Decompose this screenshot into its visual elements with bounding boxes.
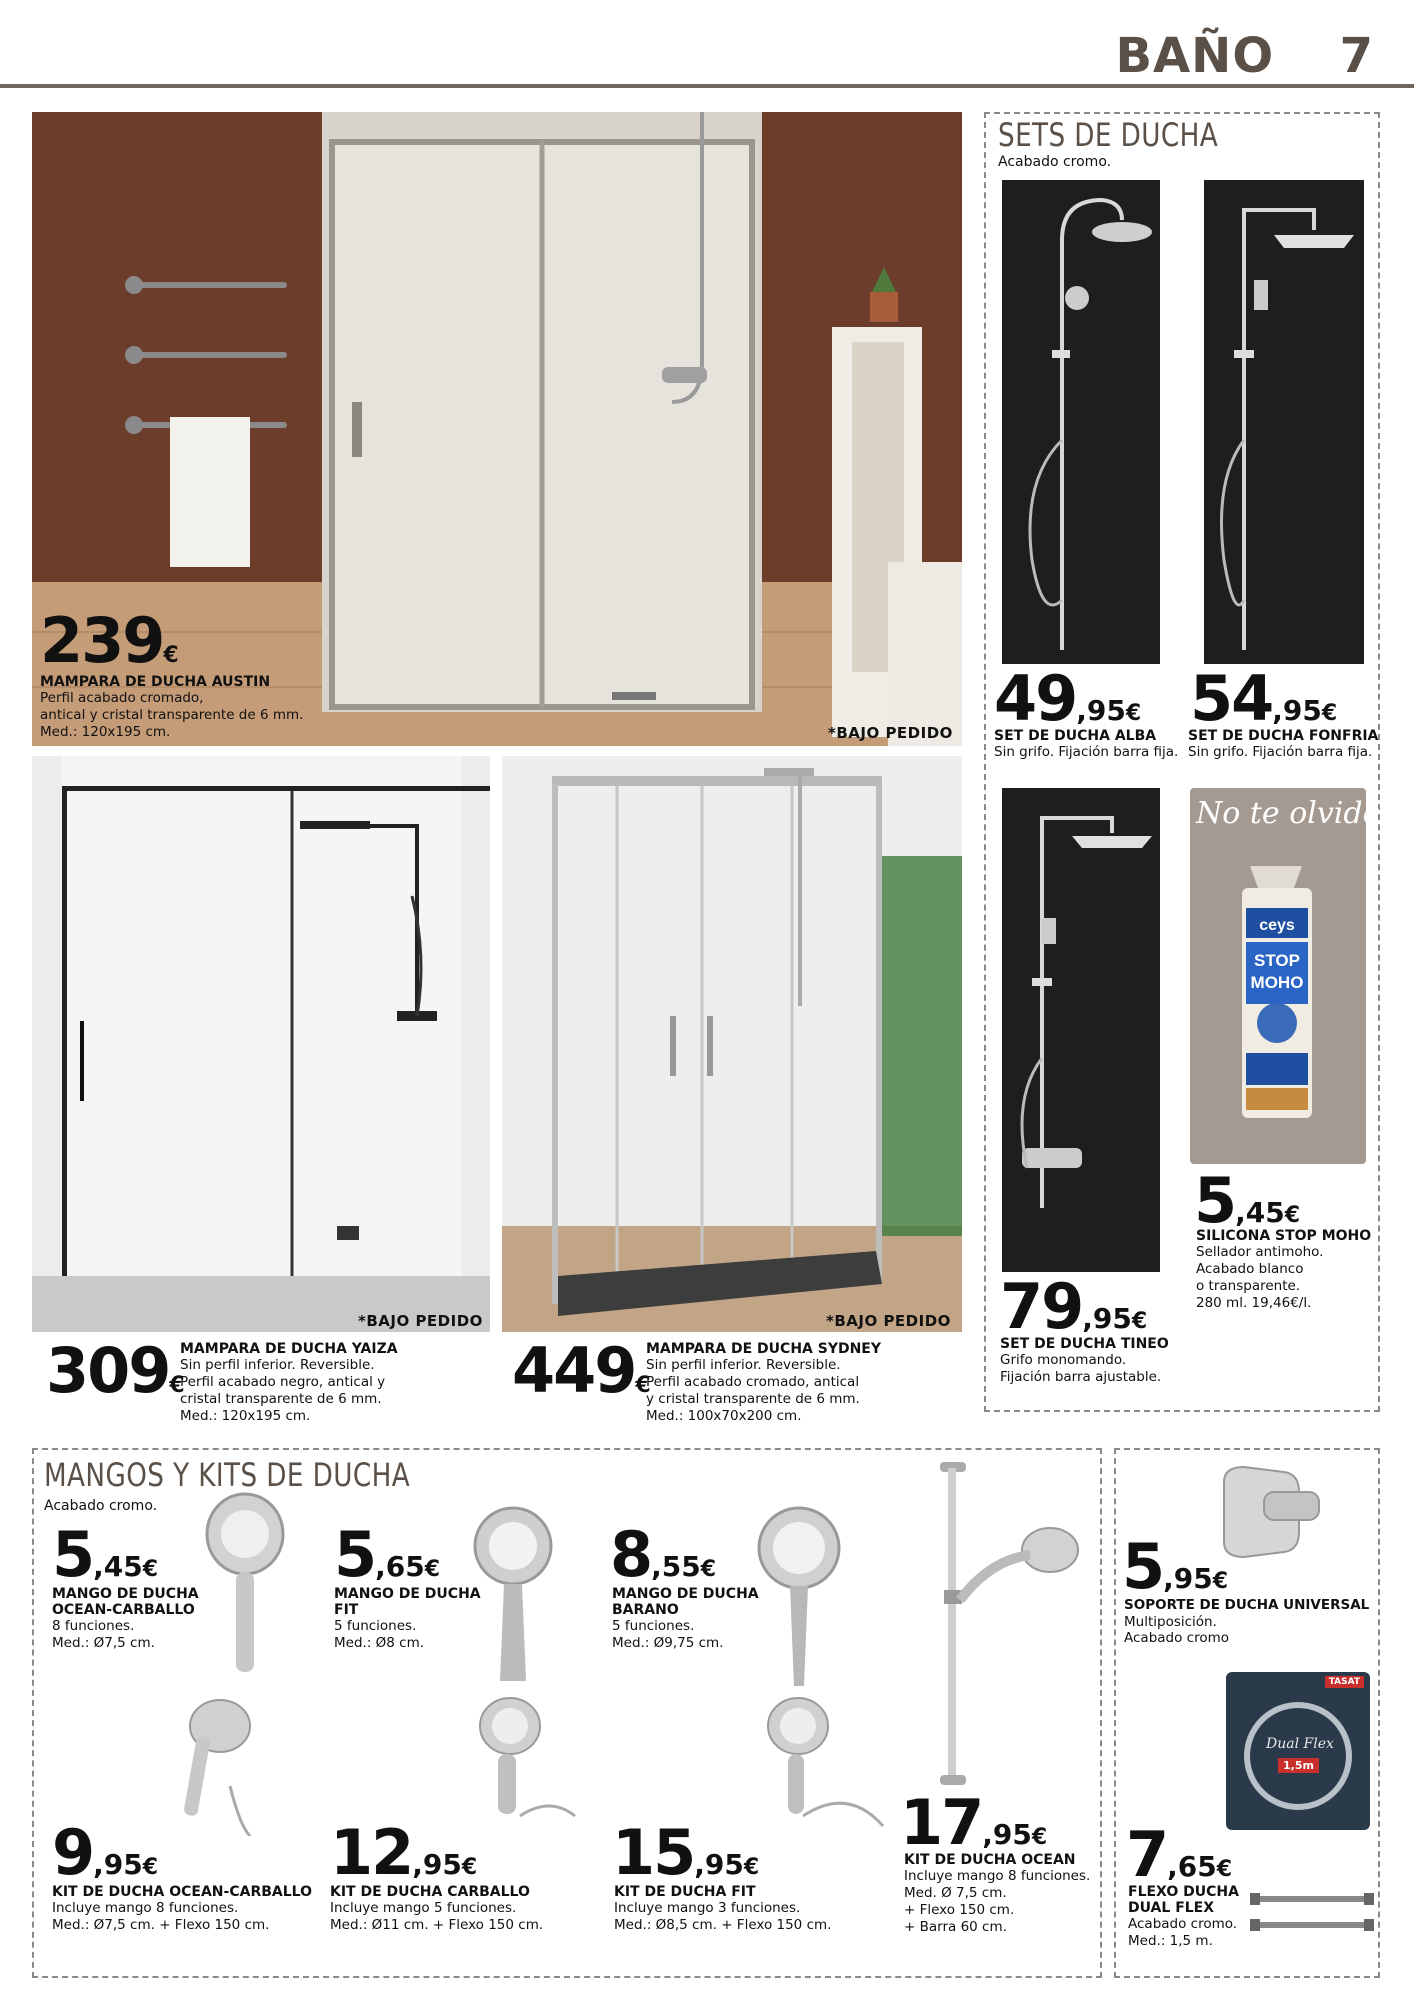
sydney-photo <box>502 756 962 1332</box>
kit-fit-price <box>612 1816 760 1889</box>
desc-line: o transparente. <box>1196 1277 1301 1294</box>
price-currency: € <box>1321 701 1338 726</box>
yaiza-price <box>46 1334 185 1407</box>
name-line: MANGO DE DUCHA <box>612 1586 759 1602</box>
sets-subtitle: Acabado cromo. <box>998 154 1112 170</box>
desc-line: Incluye mango 8 funciones. <box>904 1868 1091 1885</box>
price-decimals: ,95 <box>93 1848 143 1881</box>
silicona-name: SILICONA STOP MOHO <box>1196 1228 1372 1244</box>
name-line: KIT DE DUCHA CARBALLO <box>330 1884 530 1900</box>
desc-line: Perfil acabado negro, antical y <box>180 1373 386 1390</box>
yaiza-bajo-pedido: *BAJO PEDIDO <box>358 1312 483 1330</box>
price-currency: € <box>163 643 179 668</box>
tineo-text <box>1000 1336 1169 1386</box>
price-integer: 17 <box>900 1786 983 1859</box>
name-line: KIT DE DUCHA FIT <box>614 1884 756 1900</box>
desc-line: Sin perfil inferior. Reversible. <box>180 1357 375 1374</box>
sydney-desc <box>646 1357 881 1425</box>
desc-line: Med.: Ø8,5 cm. + Flexo 150 cm. <box>614 1916 832 1933</box>
alba-photo <box>1002 180 1160 664</box>
austin-name: MAMPARA DE DUCHA AUSTIN <box>40 674 271 690</box>
desc-line: Incluye mango 8 funciones. <box>52 1900 239 1917</box>
silicona-price <box>1194 1164 1301 1237</box>
desc-line: Multiposición. <box>1124 1613 1217 1630</box>
price-decimals: ,55 <box>651 1550 701 1583</box>
price-currency: € <box>1284 1203 1301 1228</box>
name-line: DUAL FLEX <box>1128 1900 1215 1917</box>
kit-fit-text <box>614 1884 831 1934</box>
section-title: BAÑO <box>1115 28 1275 84</box>
header-divider <box>0 84 1414 88</box>
mango-barano-image <box>754 1506 844 1692</box>
price-decimals: ,95 <box>1076 694 1126 727</box>
mango-fit-price <box>334 1518 441 1591</box>
price-integer: 5 <box>1122 1530 1164 1603</box>
desc-line: Acabado cromo <box>1124 1630 1230 1647</box>
mangos-subtitle: Acabado cromo. <box>44 1498 158 1514</box>
page-number: 7 <box>1339 28 1374 84</box>
desc-line: cristal transparente de 6 mm. <box>180 1390 382 1407</box>
fonfria-shower-set-image <box>1204 180 1364 664</box>
austin-price <box>40 604 303 677</box>
price-currency: € <box>743 1855 760 1880</box>
pack-label: Dual Flex <box>1266 1736 1334 1752</box>
desc-line: Acabado blanco <box>1196 1260 1304 1277</box>
price-integer: 12 <box>330 1816 413 1889</box>
silicone-tube-image <box>1190 848 1366 1148</box>
tube-brand-text: ceys <box>1259 917 1295 934</box>
flexo-hose-image <box>1250 1886 1374 1936</box>
desc-line: Med. Ø 7,5 cm. <box>904 1884 1007 1901</box>
no-olvides-panel <box>1190 788 1396 1164</box>
price-decimals: ,95 <box>982 1818 1032 1851</box>
desc-line: Med.: Ø11 cm. + Flexo 150 cm. <box>330 1916 544 1933</box>
price-currency: € <box>700 1557 717 1582</box>
sydney-price <box>512 1334 651 1407</box>
desc-line: Sin perfil inferior. Reversible. <box>646 1357 841 1374</box>
pack-brand: TASAT <box>1325 1676 1364 1688</box>
price-integer: 449 <box>512 1334 636 1407</box>
desc-line: 8 funciones. <box>52 1618 135 1635</box>
desc-line: Grifo monomando. <box>1000 1352 1127 1369</box>
yaiza-desc <box>180 1357 398 1425</box>
kit-ocean-carballo-price <box>52 1816 159 1889</box>
price-currency: € <box>169 1373 185 1398</box>
tineo-shower-set-image <box>1002 788 1160 1272</box>
price-integer: 5 <box>52 1518 94 1591</box>
pack-size: 1,5m <box>1278 1758 1319 1773</box>
name-line: KIT DE DUCHA OCEAN <box>904 1852 1076 1868</box>
desc-line: Incluye mango 3 funciones. <box>614 1900 801 1917</box>
yaiza-photo <box>32 756 490 1332</box>
price-currency: € <box>424 1557 441 1582</box>
price-integer: 15 <box>612 1816 695 1889</box>
price-integer: 54 <box>1190 662 1273 735</box>
desc-line: Incluye mango 5 funciones. <box>330 1900 517 1917</box>
mango-barano-text <box>612 1586 759 1652</box>
price-currency: € <box>142 1557 159 1582</box>
price-integer: 79 <box>1000 1270 1083 1343</box>
price-currency: € <box>1125 701 1142 726</box>
price-integer: 7 <box>1126 1818 1168 1891</box>
price-integer: 9 <box>52 1816 94 1889</box>
mango-ocean-carballo-image <box>200 1492 290 1678</box>
dual-flex-pack <box>1226 1672 1370 1830</box>
tineo-name: SET DE DUCHA TINEO <box>1000 1336 1169 1352</box>
desc-line: Perfil acabado cromado, antical <box>646 1373 860 1390</box>
desc-line: antical y cristal transparente de 6 mm. <box>40 706 304 723</box>
mango-barano-price <box>610 1518 717 1591</box>
price-decimals: ,65 <box>1167 1850 1217 1883</box>
name-line: OCEAN-CARBALLO <box>52 1602 195 1619</box>
name-line: BARANO <box>612 1602 679 1619</box>
desc-line: Acabado cromo. <box>1128 1916 1238 1933</box>
mango-ocean-carballo-text <box>52 1586 199 1652</box>
desc-line: Fijación barra ajustable. <box>1000 1368 1162 1385</box>
price-currency: € <box>461 1855 478 1880</box>
desc-line: 280 ml. 19,46€/l. <box>1196 1294 1312 1311</box>
sets-title: SETS DE DUCHA <box>998 116 1219 154</box>
mangos-title: MANGOS Y KITS DE DUCHA <box>44 1456 411 1494</box>
price-decimals: ,95 <box>412 1848 462 1881</box>
mango-ocean-carballo-price <box>52 1518 159 1591</box>
kit-carballo-text <box>330 1884 543 1934</box>
austin-bajo-pedido: *BAJO PEDIDO <box>828 724 953 742</box>
kit-ocean-text <box>904 1852 1090 1936</box>
price-decimals: ,95 <box>1163 1562 1213 1595</box>
desc-line: Sellador antimoho. <box>1196 1244 1324 1261</box>
price-integer: 49 <box>994 662 1077 735</box>
tineo-photo <box>1002 788 1160 1272</box>
tube-line1-text: STOP <box>1254 951 1300 970</box>
silicona-text <box>1196 1228 1371 1312</box>
desc-line: Med.: Ø7,5 cm. <box>52 1635 155 1652</box>
alba-text <box>994 728 1178 761</box>
sydney-text <box>646 1341 881 1425</box>
desc-line: Med.: 120x195 cm. <box>40 723 171 740</box>
hose-coil-icon <box>1244 1702 1352 1810</box>
fonfria-name: SET DE DUCHA FONFRIA <box>1188 728 1379 744</box>
price-decimals: ,65 <box>375 1550 425 1583</box>
kit-fit-image <box>748 1696 888 1836</box>
price-currency: € <box>1216 1857 1233 1882</box>
desc-line: Med.: 100x70x200 cm. <box>646 1407 802 1424</box>
price-currency: € <box>1212 1569 1229 1594</box>
sydney-name: MAMPARA DE DUCHA SYDNEY <box>646 1341 882 1357</box>
mango-fit-image <box>470 1506 556 1686</box>
desc-line: Med.: 1,5 m. <box>1128 1933 1213 1950</box>
price-integer: 5 <box>1194 1164 1236 1237</box>
price-integer: 8 <box>610 1518 652 1591</box>
desc-line: Med.: 120x195 cm. <box>180 1407 311 1424</box>
name-line: MANGO DE DUCHA <box>52 1586 199 1602</box>
austin-desc <box>40 690 303 741</box>
flexo-price <box>1126 1818 1233 1891</box>
yaiza-text <box>180 1341 398 1425</box>
alba-shower-set-image <box>1002 180 1160 664</box>
name-line: FIT <box>334 1602 359 1619</box>
desc-line: 5 funciones. <box>334 1618 417 1635</box>
price-integer: 5 <box>334 1518 376 1591</box>
price-decimals: ,45 <box>1235 1196 1285 1229</box>
kit-ocean-price <box>900 1786 1048 1859</box>
soporte-text <box>1124 1598 1374 1647</box>
fonfria-text <box>1188 728 1378 761</box>
price-currency: € <box>1031 1825 1048 1850</box>
desc-line: + Flexo 150 cm. <box>904 1901 1015 1918</box>
kit-ocean-carballo-image <box>150 1696 260 1836</box>
tube-line2-text: MOHO <box>1250 973 1304 992</box>
page-header <box>1115 28 1374 84</box>
kit-carballo-image <box>460 1696 580 1836</box>
yaiza-name: MAMPARA DE DUCHA YAIZA <box>180 1341 398 1357</box>
price-decimals: ,95 <box>1082 1302 1132 1335</box>
flexo-text <box>1128 1884 1239 1950</box>
kit-ocean-image <box>930 1460 1090 1790</box>
kit-carballo-price <box>330 1816 478 1889</box>
price-currency: € <box>635 1373 651 1398</box>
price-decimals: ,95 <box>1272 694 1322 727</box>
price-decimals: ,45 <box>93 1550 143 1583</box>
fonfria-photo <box>1204 180 1364 664</box>
sydney-shower-image <box>502 756 962 1332</box>
austin-price-block <box>40 604 304 741</box>
desc-line: + Barra 60 cm. <box>904 1918 1007 1935</box>
alba-price <box>994 662 1142 735</box>
desc-line: Med.: Ø9,75 cm. <box>612 1635 724 1652</box>
price-decimals: ,95 <box>694 1848 744 1881</box>
name-line: MANGO DE DUCHA <box>334 1586 481 1602</box>
price-currency: € <box>1131 1309 1148 1334</box>
soporte-price <box>1122 1530 1229 1603</box>
desc-line: y cristal transparente de 6 mm. <box>646 1390 860 1407</box>
fonfria-price <box>1190 662 1338 735</box>
desc-line: Perfil acabado cromado, <box>40 690 204 707</box>
alba-desc: Sin grifo. Fijación barra fija. <box>994 744 1179 761</box>
desc-line: Med.: Ø7,5 cm. + Flexo 150 cm. <box>52 1916 270 1933</box>
name-line: KIT DE DUCHA OCEAN-CARBALLO <box>52 1884 312 1900</box>
desc-line: Med.: Ø8 cm. <box>334 1635 425 1652</box>
price-currency: € <box>142 1855 159 1880</box>
alba-name: SET DE DUCHA ALBA <box>994 728 1157 744</box>
soporte-name: SOPORTE DE DUCHA UNIVERSAL <box>1124 1597 1370 1613</box>
kit-ocean-carballo-text <box>52 1884 312 1934</box>
sydney-bajo-pedido: *BAJO PEDIDO <box>826 1312 951 1330</box>
mango-fit-text <box>334 1586 481 1652</box>
price-integer: 239 <box>40 604 164 677</box>
yaiza-shower-image <box>32 756 490 1332</box>
no-olvides-banner: No te olvides <box>1196 796 1396 831</box>
price-integer: 309 <box>46 1334 170 1407</box>
desc-line: 5 funciones. <box>612 1618 695 1635</box>
name-line: FLEXO DUCHA <box>1128 1884 1239 1900</box>
tineo-price <box>1000 1270 1148 1343</box>
fonfria-desc: Sin grifo. Fijación barra fija. <box>1188 744 1373 761</box>
